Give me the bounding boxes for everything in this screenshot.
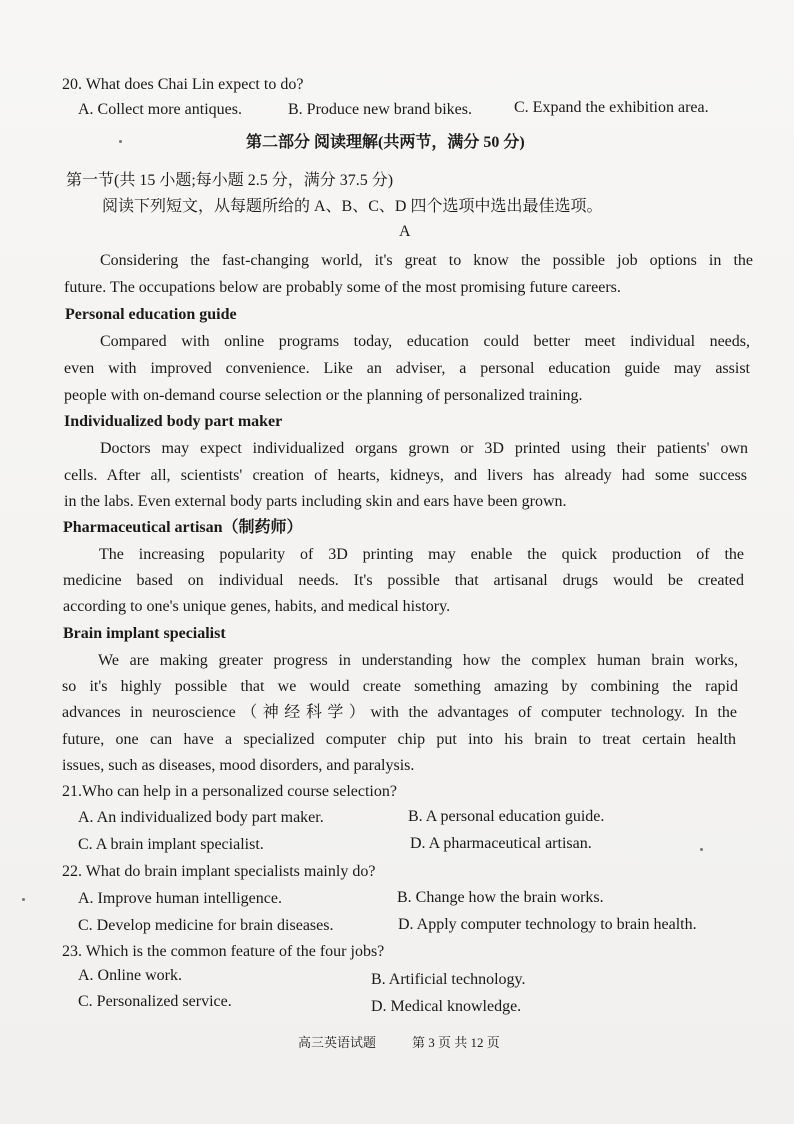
paragraph-line: even with improved convenience. Like an adviser, a personal education guide may assist bbox=[64, 360, 750, 377]
question-20-option-c: C. Expand the exhibition area. bbox=[514, 99, 709, 116]
part2-title: 第二部分 阅读理解(共两节，满分 50 分) bbox=[246, 134, 525, 151]
question-21-option-d: D. A pharmaceutical artisan. bbox=[410, 835, 592, 852]
paragraph-line: issues, such as diseases, mood disorders, and paralysis. bbox=[62, 757, 415, 774]
question-22-option-d: D. Apply computer technology to brain health. bbox=[398, 916, 697, 933]
paragraph-line: medicine based on individual needs. It's possible that artisanal drugs would be created bbox=[63, 572, 744, 589]
paragraph-line: advances in neuroscience（神经科学）with the advantages of computer technology. In the bbox=[62, 704, 737, 721]
question-22-stem: 22. What do brain implant specialists mainly do? bbox=[62, 863, 376, 880]
question-20-option-b: B. Produce new brand bikes. bbox=[288, 101, 472, 118]
question-21-option-c: C. A brain implant specialist. bbox=[78, 836, 264, 853]
paragraph-line: in the labs. Even external body parts including skin and ears have been grown. bbox=[64, 493, 567, 510]
instruction: 阅读下列短文，从每题所给的 A、B、C、D 四个选项中选出最佳选项。 bbox=[102, 198, 603, 215]
paragraph-line: so it's highly possible that we would create something amazing by combining the rapid bbox=[62, 678, 738, 695]
footer-page-number: 第 3 页 共 12 页 bbox=[412, 1035, 500, 1050]
question-22-option-b: B. Change how the brain works. bbox=[397, 889, 604, 906]
section-heading-brain-implant-specialist: Brain implant specialist bbox=[63, 625, 226, 642]
section-heading-pharmaceutical-artisan: Pharmaceutical artisan（制药师） bbox=[63, 519, 303, 536]
question-21-option-a: A. An individualized body part maker. bbox=[78, 809, 324, 826]
paragraph-line: The increasing popularity of 3D printing may enable the quick production of the bbox=[99, 546, 744, 563]
question-21-stem: 21.Who can help in a personalized course selection? bbox=[62, 783, 397, 800]
scan-speck bbox=[119, 140, 122, 143]
question-22-option-c: C. Develop medicine for brain diseases. bbox=[78, 917, 334, 934]
paragraph-line: people with on-demand course selection or the planning of personalized training. bbox=[64, 387, 583, 404]
passage-intro-line-2: future. The occupations below are probably some of the most promising future careers. bbox=[64, 279, 621, 296]
question-23-option-a: A. Online work. bbox=[78, 967, 182, 984]
question-23-option-c: C. Personalized service. bbox=[78, 993, 232, 1010]
question-23-option-b: B. Artificial technology. bbox=[371, 971, 526, 988]
footer-title: 高三英语试题 bbox=[298, 1035, 377, 1050]
paragraph-line: future, one can have a specialized computer chip put into his brain to treat certain health bbox=[62, 731, 736, 748]
question-22-option-a: A. Improve human intelligence. bbox=[78, 890, 282, 907]
paragraph-line: Compared with online programs today, education could better meet individual needs, bbox=[100, 333, 750, 350]
question-21-option-b: B. A personal education guide. bbox=[408, 808, 605, 825]
paragraph-line: Doctors may expect individualized organs grown or 3D printed using their patients' own bbox=[100, 440, 748, 457]
section1-title: 第一节(共 15 小题;每小题 2.5 分，满分 37.5 分) bbox=[66, 172, 394, 189]
paragraph-line: We are making greater progress in understanding how the complex human brain works, bbox=[98, 652, 738, 669]
passage-intro-line-1: Considering the fast-changing world, it's great to know the possible job options in the bbox=[100, 252, 753, 269]
section-heading-body-part-maker: Individualized body part maker bbox=[64, 413, 283, 430]
question-20-option-a: A. Collect more antiques. bbox=[78, 101, 242, 118]
question-23-stem: 23. Which is the common feature of the four jobs? bbox=[62, 943, 385, 960]
question-23-option-d: D. Medical knowledge. bbox=[371, 998, 522, 1015]
paragraph-line: according to one's unique genes, habits, and medical history. bbox=[63, 598, 451, 615]
passage-label: A bbox=[399, 223, 411, 240]
question-20-stem: 20. What does Chai Lin expect to do? bbox=[62, 76, 304, 93]
paragraph-line: cells. After all, scientists' creation of hearts, kidneys, and livers has already had some success bbox=[64, 467, 747, 484]
scan-speck bbox=[700, 848, 703, 851]
scan-speck bbox=[22, 898, 25, 901]
section-heading-education-guide: Personal education guide bbox=[65, 306, 237, 323]
